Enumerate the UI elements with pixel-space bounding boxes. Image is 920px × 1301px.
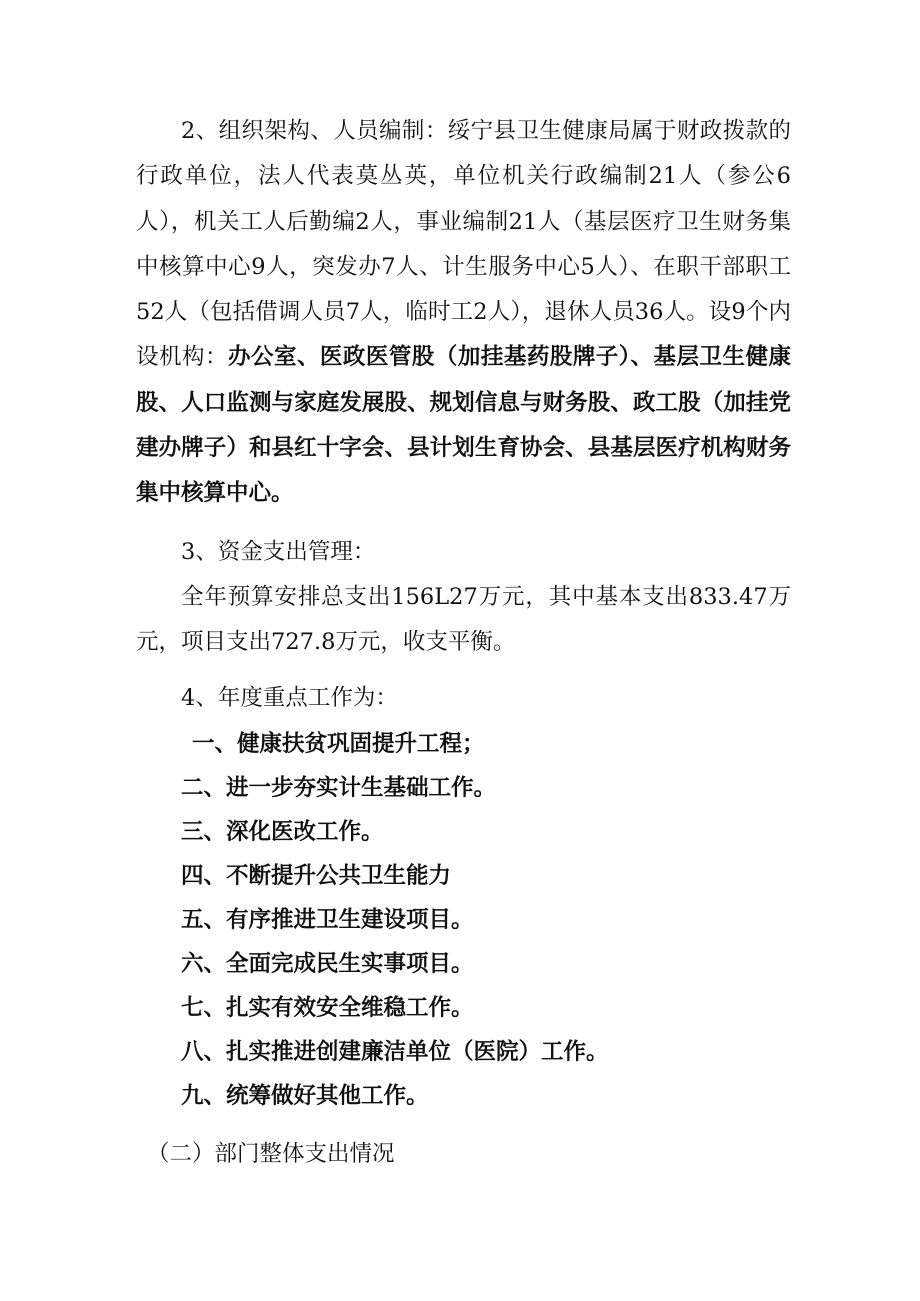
subsection-heading: （二）部门整体支出情况 — [147, 1141, 395, 1167]
fund-management-heading: 3、资金支出管理： — [181, 539, 376, 565]
org-structure-text: 2、组织架构、人员编制：绥宁县卫生健康局属于财政拨款的行政单位，法人代表莫丛英，单位机关行政编制21人（参公6人），机关工人后勤编2人，事业编制21人（基层医疗卫生财务集中核算中心9人，突发办7人、计生服务中心5人）、在职干部职工52人（包括借调人员7人，临时工2人），退休人员36人。设9个内设机构： — [136, 118, 791, 371]
key-work-item: 五、有序推进卫生建设项目。 — [181, 907, 474, 933]
fund-management-paragraph: 全年预算安排总支出156L27万元，其中基本支出833.47万元，项目支出727.8万元，收支平衡。 — [136, 584, 791, 656]
key-work-item: 四、不断提升公共卫生能力 — [181, 863, 452, 889]
key-work-item: 八、扎实推进创建廉洁单位（医院）工作。 — [181, 1039, 609, 1065]
key-work-item: 一、健康扶贫巩固提升工程； — [192, 731, 485, 757]
internal-agencies-text: 办公室、医政医管股（加挂基药股牌子）、基层卫生健康股、人口监测与家庭发展股、规划信息与财务股、政工股（加挂党建办牌子）和县红十字会、县计划生育协会、县基层医疗机构财务集中核算中心。 — [136, 344, 791, 507]
key-work-item: 九、统筹做好其他工作。 — [181, 1083, 429, 1109]
key-work-item: 六、全面完成民生实事项目。 — [181, 951, 474, 977]
key-work-item: 三、深化医改工作。 — [181, 819, 384, 845]
key-work-heading: 4、年度重点工作为： — [181, 685, 398, 711]
org-structure-paragraph — [136, 109, 791, 517]
key-work-item: 二、进一步夯实计生基础工作。 — [181, 775, 497, 801]
key-work-item: 七、扎实有效安全维稳工作。 — [181, 995, 474, 1021]
